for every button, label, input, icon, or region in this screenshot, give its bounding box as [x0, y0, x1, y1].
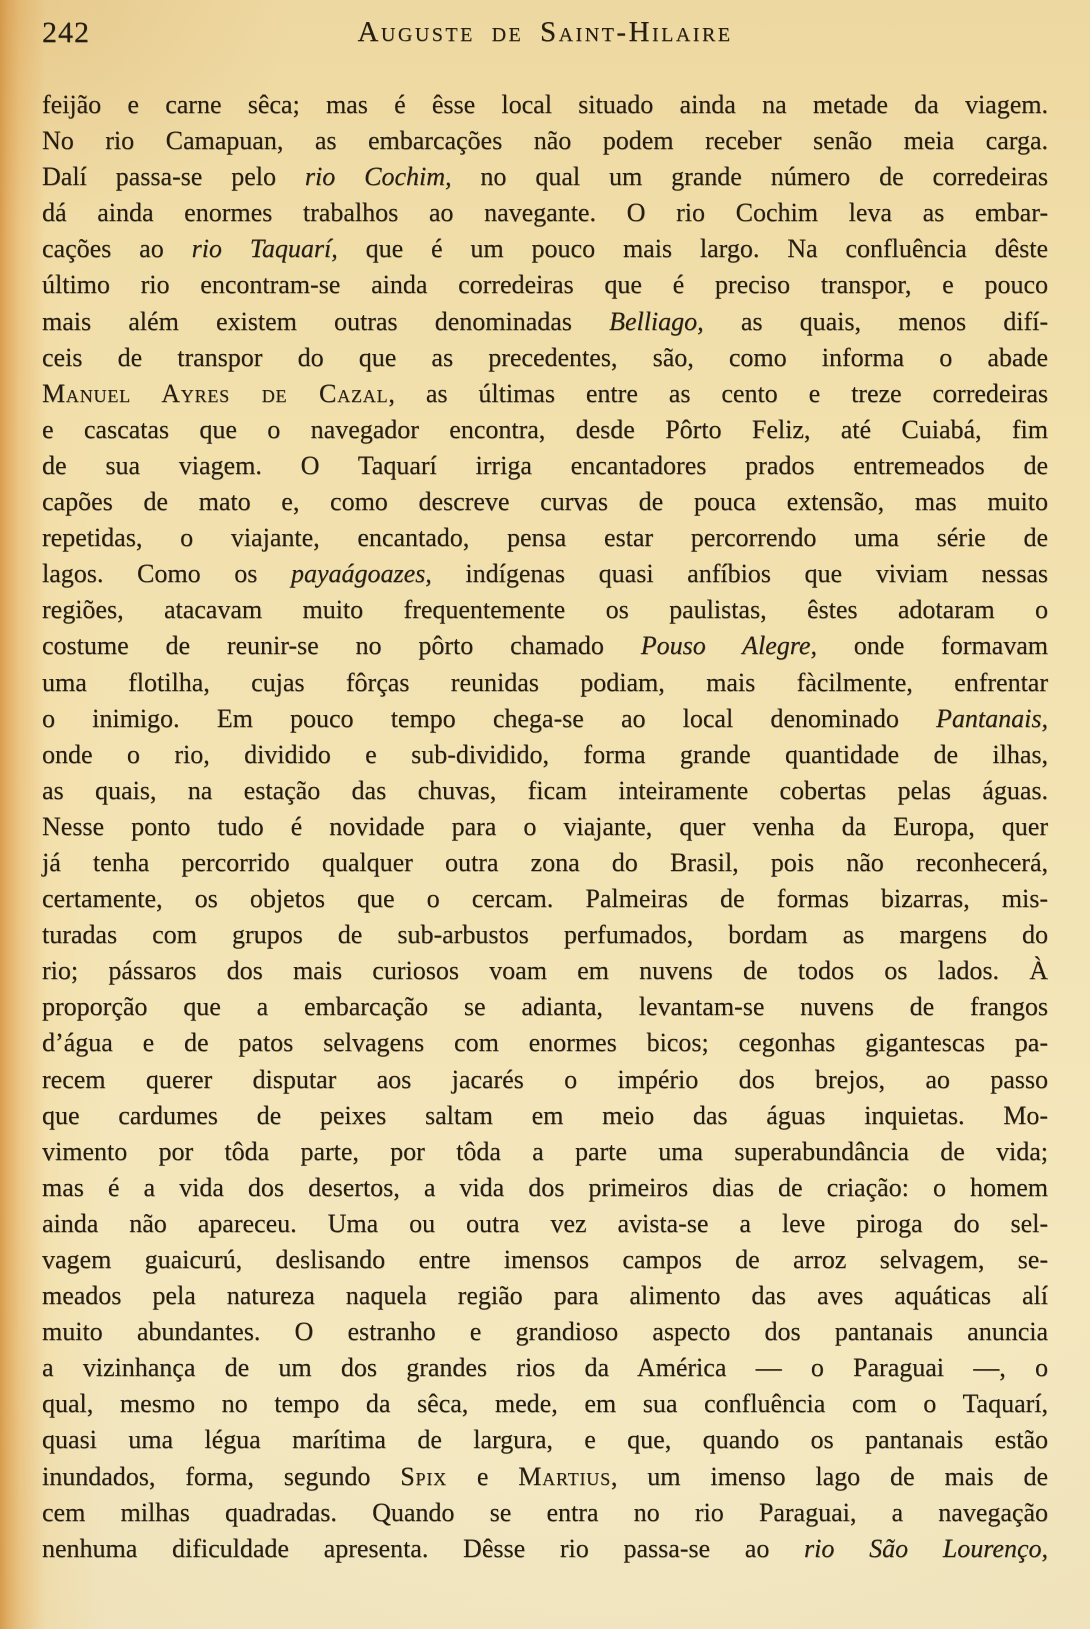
text-line	[42, 1206, 1048, 1242]
body-text: cações ao	[42, 234, 192, 264]
body-text: mas é a vida dos desertos, a vida dos primeiros dias de criação: o homem	[42, 1172, 1048, 1202]
italic-term: Belliago,	[609, 306, 704, 336]
body-text: uma flotilha, cujas fôrças reunidas podiam, mais fàcilmente, enfrentar	[42, 667, 1048, 697]
body-text: capões de mato e, como descreve curvas de pouca extensão, mas muito	[42, 487, 1048, 517]
text-line	[42, 304, 1048, 340]
body-text: as quais, na estação das chuvas, ficam inteiramente cobertas pelas águas.	[42, 775, 1048, 805]
text-line	[42, 989, 1048, 1025]
text-line	[42, 123, 1048, 159]
text-line	[42, 628, 1048, 664]
text-line	[42, 1242, 1048, 1278]
italic-term: rio Cochim,	[304, 162, 452, 192]
text-line	[42, 520, 1048, 556]
body-text: Dalí passa-se pelo	[42, 162, 305, 192]
body-text: certamente, os objetos que o cercam. Palmeiras de formas bizarras, mis-	[42, 884, 1048, 914]
smallcaps-name: Manuel Ayres de Cazal	[42, 378, 389, 408]
text-line	[42, 1170, 1048, 1206]
body-text: feijão e carne sêca; mas é êsse local situado ainda na metade da viagem.	[42, 90, 1048, 119]
body-text: muito abundantes. O estranho e grandioso aspecto dos pantanais anuncia	[42, 1317, 1048, 1347]
body-text: vimento por tôda parte, por tôda a parte uma superabundância de vida;	[42, 1136, 1048, 1166]
text-line	[42, 484, 1048, 520]
page-body	[42, 87, 1048, 1567]
body-text: , um imenso lago de mais de	[610, 1461, 1049, 1491]
italic-term: payaágoazes,	[290, 559, 432, 589]
body-text: costume de reunir-se no pôrto chamado	[42, 631, 641, 661]
page-number: 242	[42, 16, 90, 49]
body-text: já tenha percorrido qualquer outra zona do Brasil, pois não reconhecerá,	[42, 847, 1048, 877]
text-line	[42, 1350, 1048, 1386]
body-text: e	[446, 1461, 519, 1491]
body-text: inundados, forma, segundo	[42, 1461, 401, 1491]
italic-term: Pouso Alegre,	[640, 631, 817, 661]
page-header	[42, 16, 1048, 56]
body-text: ainda não apareceu. Uma ou outra vez avista-se a leve piroga do sel-	[42, 1208, 1048, 1238]
body-text: qual, mesmo no tempo da sêca, mede, em sua confluência com o Taquarí,	[42, 1389, 1048, 1419]
body-text: cem milhas quadradas. Quando se entra no rio Paraguai, a navegação	[42, 1497, 1048, 1527]
body-text: nenhuma dificuldade apresenta. Dêsse rio passa-se ao	[42, 1533, 805, 1563]
text-line	[42, 773, 1048, 809]
text-line	[42, 1531, 1048, 1567]
smallcaps-name: Spix	[400, 1461, 447, 1491]
body-text: ceis de transpor do que as precedentes, são, como informa o abade	[42, 342, 1048, 372]
text-line	[42, 412, 1048, 448]
body-text: vagem guaicurú, deslisando entre imensos campos de arroz selvagem, se-	[42, 1245, 1048, 1274]
text-line	[42, 1495, 1048, 1531]
body-text: no qual um grande número de corredeiras	[451, 162, 1048, 192]
text-line	[42, 845, 1048, 881]
body-text: onde formavam	[816, 631, 1048, 661]
text-line	[42, 1278, 1048, 1314]
text-line	[42, 881, 1048, 917]
body-text: lagos. Como os	[42, 559, 291, 589]
text-line	[42, 267, 1048, 303]
text-line	[42, 1422, 1048, 1458]
italic-term: Pantanais,	[936, 703, 1048, 733]
text-line	[42, 340, 1048, 376]
body-text: proporção que a embarcação se adianta, levantam-se nuvens de frangos	[42, 992, 1048, 1022]
smallcaps-name: Martius	[518, 1461, 611, 1491]
text-line	[42, 159, 1048, 195]
text-line	[42, 665, 1048, 701]
body-text: quasi uma légua marítima de largura, e que, quando os pantanais estão	[42, 1425, 1048, 1455]
text-line	[42, 1134, 1048, 1170]
body-text: Nesse ponto tudo é novidade para o viajante, quer venha da Europa, quer	[42, 811, 1048, 841]
text-line	[42, 195, 1048, 231]
text-line	[42, 809, 1048, 845]
text-line	[42, 737, 1048, 773]
text-line	[42, 231, 1048, 267]
text-line	[42, 1386, 1048, 1422]
body-text: rio; pássaros dos mais curiosos voam em nuvens de todos os lados. À	[42, 956, 1048, 986]
text-line	[42, 1025, 1048, 1061]
text-line	[42, 1459, 1048, 1495]
body-text: d’água e de patos selvagens com enormes bicos; cegonhas gigantescas pa-	[42, 1028, 1048, 1058]
italic-term: rio Taquarí,	[191, 234, 338, 264]
body-text: meados pela natureza naquela região para alimento das aves aquáticas alí	[42, 1281, 1048, 1311]
body-text: No rio Camapuan, as embarcações não podem receber senão meia carga.	[42, 126, 1048, 156]
body-text: que é um pouco mais largo. Na confluência dêste	[337, 234, 1048, 264]
body-text: regiões, atacavam muito frequentemente os paulistas, êstes adotaram o	[42, 595, 1048, 625]
body-text: turadas com grupos de sub-arbustos perfumados, bordam as margens do	[42, 920, 1048, 950]
text-line	[42, 87, 1048, 123]
body-text: de sua viagem. O Taquarí irriga encantadores prados entremeados de	[42, 450, 1048, 480]
body-text: mais além existem outras denominadas	[42, 306, 610, 336]
text-line	[42, 448, 1048, 484]
body-text: que cardumes de peixes saltam em meio das águas inquietas. Mo-	[42, 1100, 1048, 1130]
running-header-title: Auguste de Saint-Hilaire	[357, 16, 733, 48]
text-line	[42, 556, 1048, 592]
body-text: o inimigo. Em pouco tempo chega-se ao local denominado	[42, 703, 937, 733]
body-text: a vizinhança de um dos grandes rios da América — o Paraguai —, o	[42, 1353, 1048, 1383]
body-text: repetidas, o viajante, encantado, pensa estar percorrendo uma série de	[42, 523, 1048, 553]
body-text: recem querer disputar aos jacarés o império dos brejos, ao passo	[42, 1064, 1048, 1094]
body-text: e cascatas que o navegador encontra, desde Pôrto Feliz, até Cuiabá, fim	[42, 414, 1048, 444]
text-line	[42, 376, 1048, 412]
body-text: último rio encontram-se ainda corredeiras que é preciso transpor, e pouco	[42, 270, 1048, 300]
text-line	[42, 917, 1048, 953]
text-line	[42, 701, 1048, 737]
body-text: indígenas quasi anfíbios que viviam nessas	[431, 559, 1048, 589]
text-line	[42, 1098, 1048, 1134]
text-line	[42, 592, 1048, 628]
body-text: onde o rio, dividido e sub-dividido, forma grande quantidade de ilhas,	[42, 739, 1048, 769]
text-line	[42, 1314, 1048, 1350]
body-text: , as últimas entre as cento e treze corredeiras	[388, 378, 1048, 408]
italic-term: rio São Lourenço,	[804, 1533, 1048, 1563]
body-text: as quais, menos difí-	[703, 306, 1049, 336]
text-line	[42, 953, 1048, 989]
text-line	[42, 1062, 1048, 1098]
body-text: dá ainda enormes trabalhos ao navegante. O rio Cochim leva as embar-	[42, 198, 1048, 228]
